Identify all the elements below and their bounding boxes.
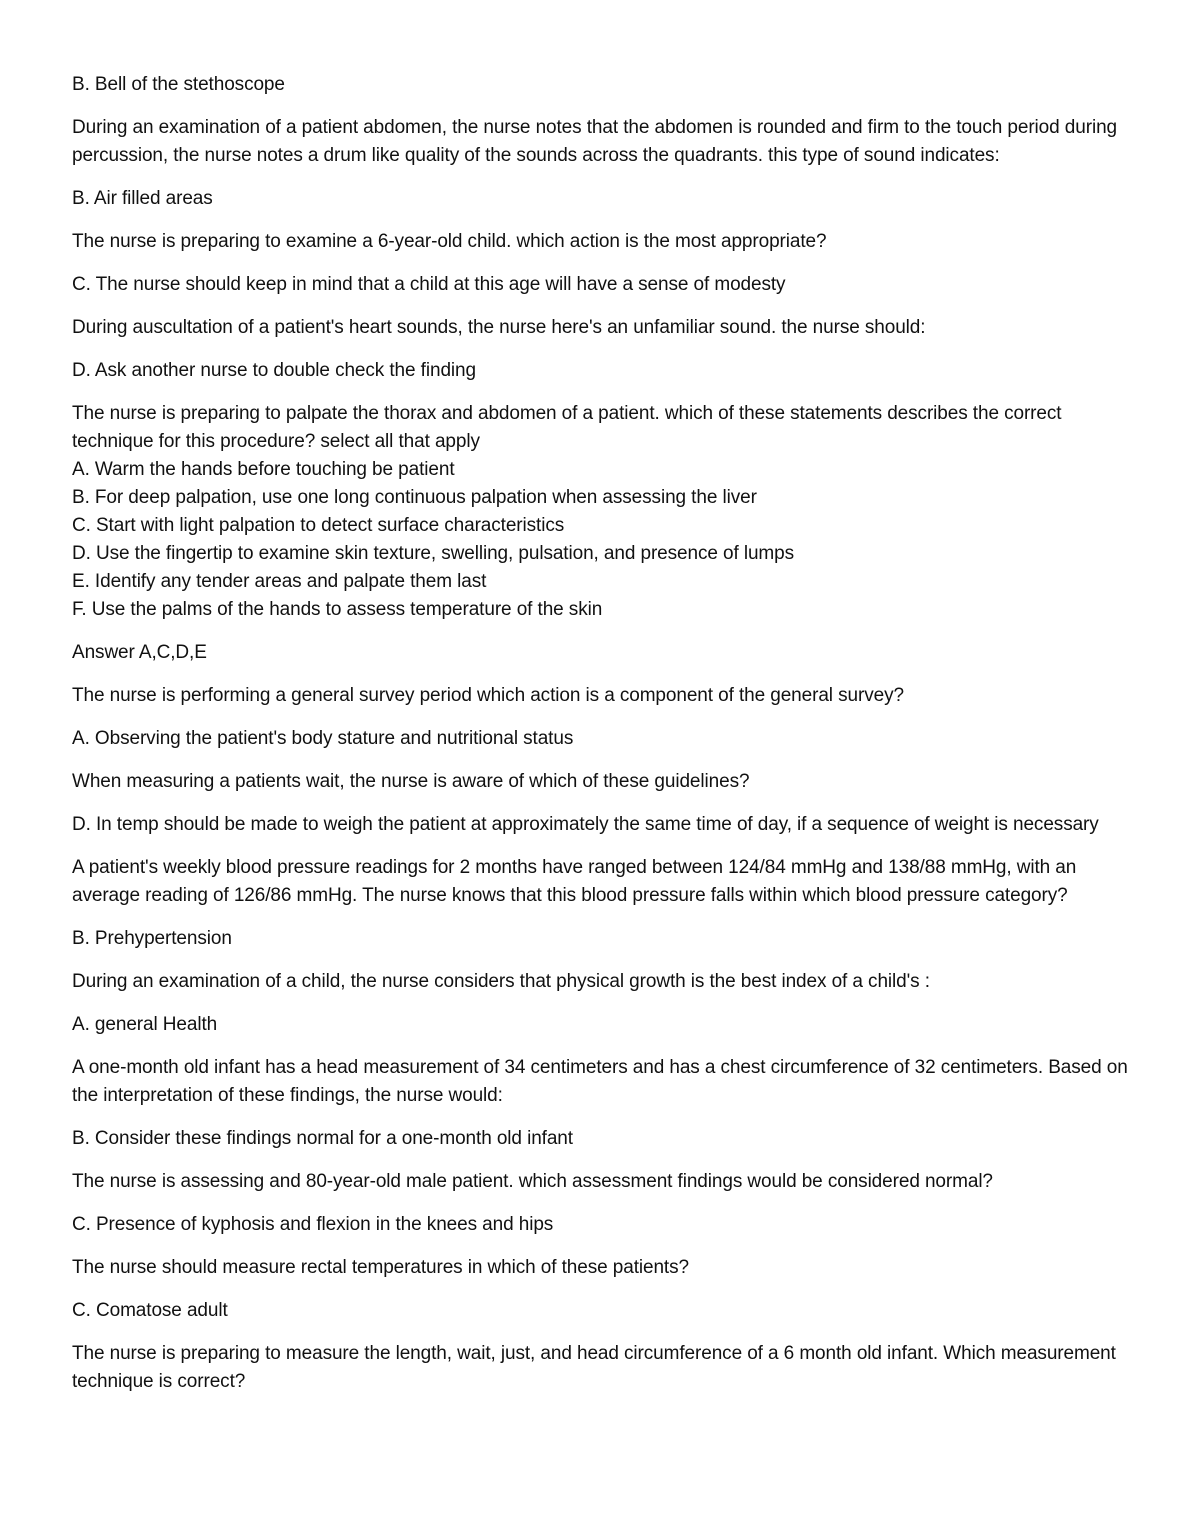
option-item: B. For deep palpation, use one long continuous palpation when assessing the liver xyxy=(72,487,757,508)
question-paragraph: A patient's weekly blood pressure readings for 2 months have ranged between 124/84 mmHg and 138/88 mmHg, with an average reading of 126/86 mmHg. The nurse knows that this blood pressure falls within which blood pressure category? xyxy=(72,857,1077,906)
question-paragraph: During auscultation of a patient's heart sounds, the nurse here's an unfamiliar sound. the nurse should: xyxy=(72,317,926,338)
option-item: D. Use the fingertip to examine skin texture, swelling, pulsation, and presence of lumps xyxy=(72,543,795,564)
question-paragraph: During an examination of a patient abdomen, the nurse notes that the abdomen is rounded and firm to the touch period during percussion, the nurse notes a drum like quality of the sounds across the quadrants. this type of sound indicates: xyxy=(72,117,1118,166)
option-item: A. Warm the hands before touching be patient xyxy=(72,459,455,480)
answer-paragraph: C. The nurse should keep in mind that a child at this age will have a sense of modesty xyxy=(72,274,786,295)
answer-paragraph: B. Air filled areas xyxy=(72,188,213,209)
question-paragraph: A one-month old infant has a head measurement of 34 centimeters and has a chest circumference of 32 centimeters. Based on the interpretation of these findings, the nurse would: xyxy=(72,1057,1128,1106)
select-all-question xyxy=(72,400,1132,624)
option-item: F. Use the palms of the hands to assess temperature of the skin xyxy=(72,599,603,620)
answer-paragraph: D. In temp should be made to weigh the patient at approximately the same time of day, if a sequence of weight is necessary xyxy=(72,814,1099,835)
question-paragraph: The nurse is preparing to measure the length, wait, just, and head circumference of a 6 month old infant. Which measurement technique is correct? xyxy=(72,1343,1116,1392)
answer-paragraph: B. Consider these findings normal for a one-month old infant xyxy=(72,1128,573,1149)
option-item: E. Identify any tender areas and palpate them last xyxy=(72,571,487,592)
question-paragraph: The nurse should measure rectal temperatures in which of these patients? xyxy=(72,1257,689,1278)
answer-paragraph: Answer A,C,D,E xyxy=(72,642,207,663)
answer-paragraph: D. Ask another nurse to double check the finding xyxy=(72,360,476,381)
question-paragraph: When measuring a patients wait, the nurse is aware of which of these guidelines? xyxy=(72,771,750,792)
question-paragraph: The nurse is preparing to palpate the thorax and abdomen of a patient. which of these statements describes the correct technique for this procedure? select all that apply xyxy=(72,403,1062,452)
question-paragraph: The nurse is assessing and 80-year-old male patient. which assessment findings would be considered normal? xyxy=(72,1171,993,1192)
answer-paragraph: A. Observing the patient's body stature and nutritional status xyxy=(72,728,574,749)
answer-paragraph: C. Comatose adult xyxy=(72,1300,228,1321)
question-paragraph: The nurse is preparing to examine a 6-year-old child. which action is the most appropriate? xyxy=(72,231,827,252)
question-paragraph: During an examination of a child, the nurse considers that physical growth is the best index of a child's : xyxy=(72,971,930,992)
answer-paragraph: B. Bell of the stethoscope xyxy=(72,74,285,95)
answer-paragraph: A. general Health xyxy=(72,1014,218,1035)
answer-paragraph: B. Prehypertension xyxy=(72,928,232,949)
document-page xyxy=(72,71,1132,1411)
question-paragraph: The nurse is performing a general survey period which action is a component of the general survey? xyxy=(72,685,904,706)
option-item: C. Start with light palpation to detect surface characteristics xyxy=(72,515,565,536)
answer-paragraph: C. Presence of kyphosis and flexion in the knees and hips xyxy=(72,1214,554,1235)
